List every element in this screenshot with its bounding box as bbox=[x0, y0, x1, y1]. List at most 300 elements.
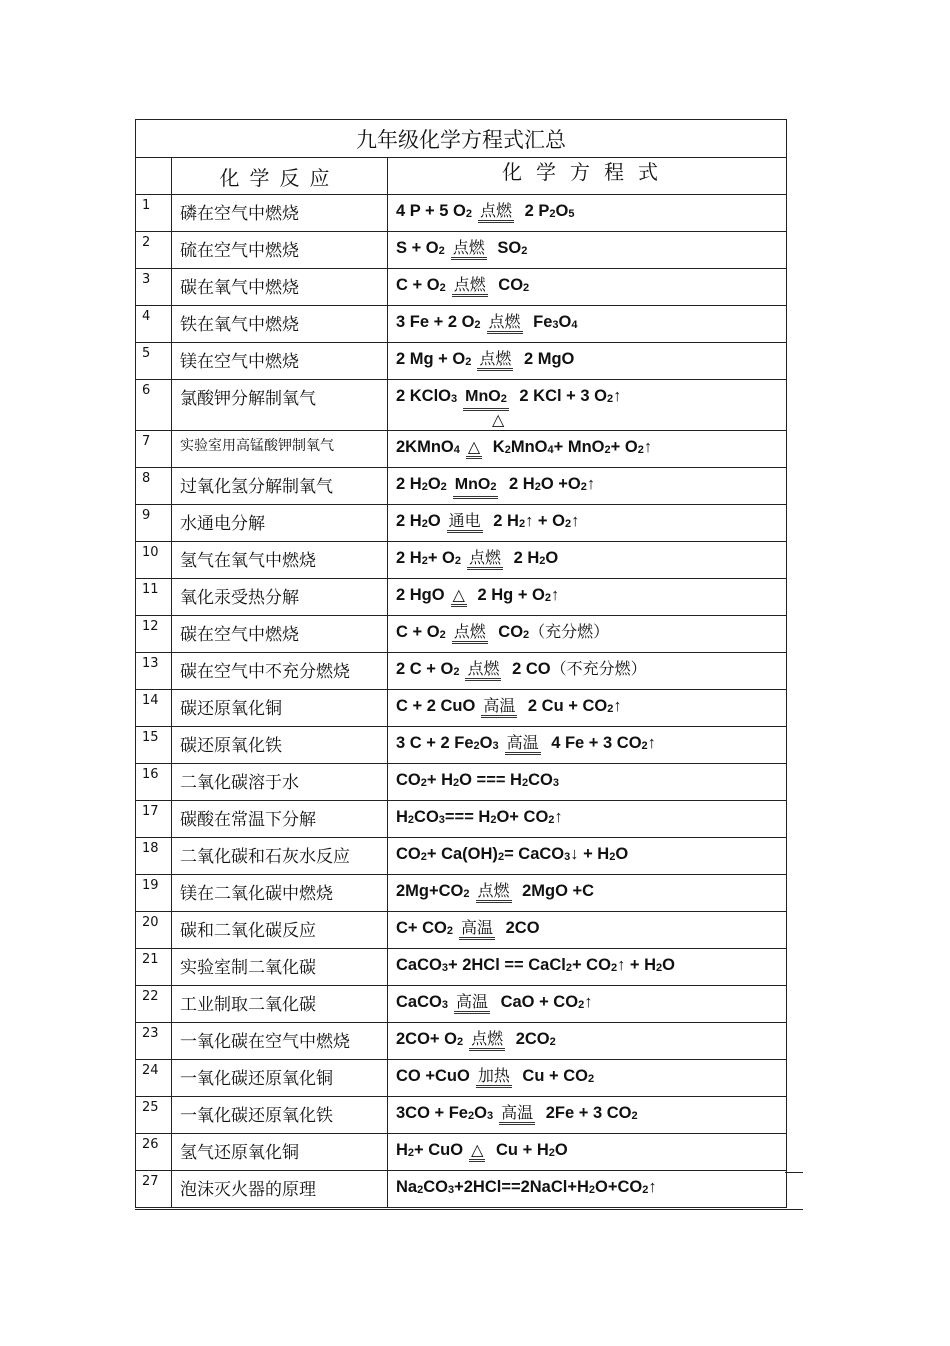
subscript: 2 bbox=[642, 1184, 649, 1196]
row-number: 27 bbox=[136, 1171, 172, 1207]
table-row bbox=[136, 949, 786, 986]
header-index-cell bbox=[136, 158, 172, 194]
subscript: 2 bbox=[420, 777, 427, 789]
reaction-condition bbox=[487, 313, 523, 334]
equation-part: 2 CO bbox=[512, 660, 551, 678]
row-number: 7 bbox=[136, 431, 172, 467]
equation-part: 2 P bbox=[524, 202, 550, 220]
table-row bbox=[136, 912, 786, 949]
reaction-name: 碳酸在常温下分解 bbox=[172, 801, 388, 837]
reaction-condition bbox=[451, 239, 487, 260]
subscript: 2 bbox=[456, 1036, 464, 1048]
row-number: 23 bbox=[136, 1023, 172, 1059]
subscript: 2 bbox=[439, 629, 446, 641]
equation bbox=[388, 579, 786, 615]
row-number: 21 bbox=[136, 949, 172, 985]
equation-part: O bbox=[427, 512, 441, 530]
subscript: 2 bbox=[606, 393, 614, 405]
row-number: 4 bbox=[136, 306, 172, 342]
row-number: 25 bbox=[136, 1097, 172, 1133]
reaction-condition bbox=[466, 438, 482, 459]
condition-text: 点燃 bbox=[488, 312, 521, 331]
subscript: 2 bbox=[453, 777, 460, 789]
equation-part: 2KMnO bbox=[396, 438, 454, 456]
subscript: 2 bbox=[407, 1147, 415, 1159]
subscript: 2 bbox=[490, 814, 497, 826]
equation-part: 2 H bbox=[513, 549, 540, 567]
subscript: 3 bbox=[447, 1184, 455, 1196]
equation bbox=[388, 616, 786, 652]
condition-text: 高温 bbox=[455, 992, 488, 1011]
equation-part: S + O bbox=[396, 239, 439, 257]
condition-text: 高温 bbox=[461, 918, 494, 937]
reaction-condition bbox=[447, 512, 483, 533]
reaction-condition bbox=[499, 1104, 535, 1125]
equation-part: SO bbox=[497, 239, 522, 257]
condition-text: 点燃 bbox=[469, 548, 502, 567]
equation-part: O bbox=[554, 1141, 568, 1159]
subscript: 2 bbox=[521, 245, 528, 257]
reaction-condition bbox=[478, 202, 514, 223]
equation bbox=[388, 468, 786, 504]
reaction-condition bbox=[454, 993, 490, 1014]
reaction-name: 碳在空气中不充分燃烧 bbox=[172, 653, 388, 689]
table-row bbox=[136, 1171, 786, 1208]
reaction-name: 碳还原氧化铁 bbox=[172, 727, 388, 763]
row-number: 10 bbox=[136, 542, 172, 578]
equation-part: MnO bbox=[510, 438, 548, 456]
equation-part: 2 MgO bbox=[523, 350, 575, 368]
equation-part: 2 H bbox=[396, 549, 422, 567]
table-row bbox=[136, 431, 786, 468]
condition-text: 点燃 bbox=[480, 201, 513, 220]
table-row bbox=[136, 727, 786, 764]
subscript: 2 bbox=[446, 925, 454, 937]
table-row bbox=[136, 616, 786, 653]
row-number: 19 bbox=[136, 875, 172, 911]
equation bbox=[388, 949, 786, 985]
equation-note: （充分燃） bbox=[529, 622, 610, 641]
reaction-name: 二氧化碳和石灰水反应 bbox=[172, 838, 388, 874]
table-row bbox=[136, 1060, 786, 1097]
equation bbox=[388, 542, 786, 578]
equation-part: ↑ bbox=[571, 512, 580, 530]
condition-text: 通电 bbox=[448, 511, 481, 530]
subscript: 2 bbox=[421, 555, 428, 567]
reaction-condition bbox=[451, 586, 467, 607]
subscript: 2 bbox=[407, 814, 415, 826]
equation-part: O === H bbox=[459, 771, 522, 789]
reaction-condition bbox=[452, 276, 488, 297]
equation-part: CaCO bbox=[396, 956, 442, 974]
subscript: 2 bbox=[610, 962, 618, 974]
reaction-condition bbox=[469, 1141, 485, 1162]
reaction-name: 氧化汞受热分解 bbox=[172, 579, 388, 615]
equation-part: CO bbox=[498, 276, 524, 294]
row-number: 26 bbox=[136, 1134, 172, 1170]
subscript: 3 bbox=[438, 814, 445, 826]
row-number: 12 bbox=[136, 616, 172, 652]
condition-text: 加热 bbox=[477, 1066, 510, 1085]
heat-condition-icon: △ bbox=[492, 410, 505, 429]
condition-text: 高温 bbox=[501, 1103, 534, 1122]
condition-text: 点燃 bbox=[467, 659, 500, 678]
equation bbox=[388, 232, 786, 268]
equation-part: 2 KCl + 3 O bbox=[519, 387, 607, 405]
equation-summary-table bbox=[135, 119, 787, 1208]
subscript: 2 bbox=[420, 851, 427, 863]
condition-text: △ bbox=[452, 585, 465, 604]
equation-part: 2 Cu + CO bbox=[527, 697, 608, 715]
equation bbox=[388, 764, 786, 800]
equation-part: ↑ bbox=[584, 993, 593, 1011]
equation-part: ↑ bbox=[613, 387, 622, 405]
subscript: 2 bbox=[438, 245, 445, 257]
subscript: 2 bbox=[417, 1184, 424, 1196]
condition-text: 高温 bbox=[483, 696, 516, 715]
subscript: 2 bbox=[463, 888, 470, 900]
subscript: 3 bbox=[492, 740, 499, 752]
equation-part: O bbox=[662, 956, 676, 974]
subscript: 2 bbox=[421, 481, 428, 493]
subscript: 5 bbox=[568, 208, 575, 220]
equation bbox=[388, 505, 786, 541]
equation-part: CO bbox=[528, 771, 553, 789]
condition-text: MnO bbox=[454, 476, 491, 493]
equation-part: Na bbox=[396, 1178, 418, 1196]
table-row bbox=[136, 690, 786, 727]
equation-part: = CaCO bbox=[504, 845, 565, 863]
reaction-name: 一氧化碳还原氧化铜 bbox=[172, 1060, 388, 1096]
row-number: 6 bbox=[136, 380, 172, 430]
subscript: 3 bbox=[451, 393, 458, 405]
subscript: 3 bbox=[552, 777, 559, 789]
subscript: 3 bbox=[486, 1110, 494, 1122]
subscript: 2 bbox=[607, 703, 614, 715]
condition-text: 点燃 bbox=[471, 1029, 504, 1048]
table-body bbox=[136, 195, 786, 1208]
equation-part: K bbox=[492, 438, 505, 456]
table-title: 九年级化学方程式汇总 bbox=[136, 120, 786, 158]
equation-part: CaO + CO bbox=[500, 993, 579, 1011]
condition-text: 点燃 bbox=[479, 349, 512, 368]
row-number: 14 bbox=[136, 690, 172, 726]
reaction-condition bbox=[469, 1030, 505, 1051]
table-row bbox=[136, 1134, 786, 1171]
table-row bbox=[136, 1023, 786, 1060]
equation bbox=[388, 269, 786, 305]
subscript: 2 bbox=[539, 555, 546, 567]
equation-part: 3 C + 2 Fe bbox=[396, 734, 474, 752]
equation-part: ↑ bbox=[554, 808, 563, 826]
equation-part: + O bbox=[610, 438, 638, 456]
table-row bbox=[136, 380, 786, 431]
subscript: 2 bbox=[473, 740, 480, 752]
equation-part: ↑ bbox=[551, 586, 560, 604]
equation-part: O bbox=[479, 734, 493, 752]
reaction-name: 磷在空气中燃烧 bbox=[172, 195, 388, 231]
row-number: 8 bbox=[136, 468, 172, 504]
reaction-condition bbox=[459, 919, 495, 940]
subscript: 4 bbox=[547, 444, 554, 456]
equation-part: O bbox=[558, 313, 572, 331]
equation bbox=[388, 875, 786, 911]
reaction-name: 铁在氧气中燃烧 bbox=[172, 306, 388, 342]
equation-part: O bbox=[615, 845, 629, 863]
reaction-condition bbox=[476, 1067, 512, 1088]
row-number: 5 bbox=[136, 343, 172, 379]
reaction-name: 碳在空气中燃烧 bbox=[172, 616, 388, 652]
equation-part: CO bbox=[423, 1178, 448, 1196]
equation-part: O bbox=[555, 202, 569, 220]
reaction-name: 工业制取二氧化碳 bbox=[172, 986, 388, 1022]
reaction-name: 碳和二氧化碳反应 bbox=[172, 912, 388, 948]
reaction-condition bbox=[452, 623, 488, 644]
row-number: 15 bbox=[136, 727, 172, 763]
subscript: 2 bbox=[548, 1147, 555, 1159]
equation-part: 2Mg+CO bbox=[396, 882, 464, 900]
reaction-name: 过氧化氢分解制氧气 bbox=[172, 468, 388, 504]
row-number: 13 bbox=[136, 653, 172, 689]
subscript: 2 bbox=[587, 1073, 595, 1085]
row-number: 16 bbox=[136, 764, 172, 800]
equation-part: 2 H bbox=[509, 475, 535, 493]
table-row bbox=[136, 875, 786, 912]
row-number: 3 bbox=[136, 269, 172, 305]
equation-part: 2CO bbox=[505, 919, 540, 937]
condition-subscript: 2 bbox=[500, 393, 507, 405]
reaction-condition bbox=[463, 388, 509, 411]
row-number: 2 bbox=[136, 232, 172, 268]
condition-text: △ bbox=[467, 437, 481, 456]
equation bbox=[388, 431, 786, 467]
reaction-name: 硫在空气中燃烧 bbox=[172, 232, 388, 268]
equation-part: 2 HgO bbox=[396, 586, 445, 604]
table-row bbox=[136, 505, 786, 542]
reaction-condition bbox=[477, 350, 513, 371]
equation-part: 3CO + Fe bbox=[396, 1104, 468, 1122]
row-number: 20 bbox=[136, 912, 172, 948]
equation-part: + Ca(OH) bbox=[426, 845, 498, 863]
reaction-name: 镁在二氧化碳中燃烧 bbox=[172, 875, 388, 911]
subscript: 2 bbox=[421, 518, 428, 530]
table-row bbox=[136, 306, 786, 343]
reaction-name: 水通电分解 bbox=[172, 505, 388, 541]
equation-part: 2MgO +C bbox=[522, 882, 595, 900]
equation-part: C + 2 CuO bbox=[396, 697, 476, 715]
reaction-name: 一氧化碳还原氧化铁 bbox=[172, 1097, 388, 1133]
equation-part: + MnO bbox=[553, 438, 605, 456]
table-row bbox=[136, 468, 786, 505]
reaction-name: 实验室用高锰酸钾制氧气 bbox=[172, 431, 388, 467]
reaction-name: 氯酸钾分解制氧气 bbox=[172, 380, 388, 430]
subscript: 4 bbox=[453, 444, 460, 456]
condition-text: 点燃 bbox=[453, 622, 486, 641]
equation-part: === H bbox=[444, 808, 491, 826]
subscript: 2 bbox=[454, 555, 461, 567]
table-header-row bbox=[136, 158, 786, 195]
subscript: 2 bbox=[637, 444, 644, 456]
equation-part: Cu + CO bbox=[522, 1067, 588, 1085]
subscript: 4 bbox=[571, 319, 578, 331]
equation bbox=[388, 195, 786, 231]
subscript: 2 bbox=[549, 208, 556, 220]
header-equation: 化学方程式 bbox=[502, 160, 672, 184]
subscript: 2 bbox=[578, 999, 585, 1011]
header-reaction: 化学反应 bbox=[172, 158, 388, 194]
equation-part: 4 Fe + 3 CO bbox=[551, 734, 642, 752]
reaction-name: 泡沫灭火器的原理 bbox=[172, 1171, 388, 1207]
equation-part: ↑ bbox=[648, 1178, 657, 1196]
equation-part: CO bbox=[396, 845, 421, 863]
subscript: 2 bbox=[504, 444, 511, 456]
reaction-name: 氢气还原氧化铜 bbox=[172, 1134, 388, 1170]
reaction-name: 碳还原氧化铜 bbox=[172, 690, 388, 726]
row-number: 1 bbox=[136, 195, 172, 231]
subscript: 2 bbox=[609, 851, 616, 863]
subscript: 2 bbox=[549, 1036, 556, 1048]
equation-part: O bbox=[567, 475, 581, 493]
subscript: 2 bbox=[588, 1184, 596, 1196]
equation bbox=[388, 801, 786, 837]
condition-text: 点燃 bbox=[477, 881, 510, 900]
subscript: 2 bbox=[544, 592, 552, 604]
table-row bbox=[136, 579, 786, 616]
subscript: 2 bbox=[474, 319, 481, 331]
equation bbox=[388, 653, 786, 689]
subscript: 2 bbox=[468, 1110, 475, 1122]
equation-part: ↓ + H bbox=[570, 845, 610, 863]
subscript: 2 bbox=[465, 208, 472, 220]
table-row bbox=[136, 195, 786, 232]
table-row bbox=[136, 764, 786, 801]
table-row bbox=[136, 542, 786, 579]
equation-note: （不充分燃） bbox=[550, 659, 647, 678]
equation bbox=[388, 912, 786, 948]
table-row bbox=[136, 838, 786, 875]
equation-part: 4 P + 5 O bbox=[396, 202, 466, 220]
equation-part: +2HCl==2NaCl+H bbox=[454, 1178, 589, 1196]
condition-text: 点燃 bbox=[453, 275, 486, 294]
equation bbox=[388, 1097, 786, 1133]
row-number: 11 bbox=[136, 579, 172, 615]
equation-part: + CO bbox=[571, 956, 611, 974]
subscript: 2 bbox=[565, 962, 572, 974]
equation-part: ↑ bbox=[586, 475, 596, 493]
equation-part: Cu + H bbox=[496, 1141, 549, 1159]
table-row bbox=[136, 801, 786, 838]
equation-part: + H bbox=[426, 771, 454, 789]
equation-part: ↑ bbox=[613, 697, 622, 715]
subscript: 2 bbox=[523, 282, 530, 294]
row-number: 17 bbox=[136, 801, 172, 837]
subscript: 3 bbox=[564, 851, 571, 863]
equation-part: 3 Fe + 2 O bbox=[396, 313, 475, 331]
equation-part: + CuO bbox=[414, 1141, 464, 1159]
reaction-name: 实验室制二氧化碳 bbox=[172, 949, 388, 985]
subscript: 3 bbox=[441, 962, 448, 974]
subscript: 2 bbox=[656, 962, 663, 974]
equation-part: 2 H bbox=[396, 475, 422, 493]
equation-part: CaCO bbox=[396, 993, 442, 1011]
equation-part: H bbox=[396, 1141, 408, 1159]
equation-part: CO bbox=[498, 623, 524, 641]
reaction-name: 氢气在氧气中燃烧 bbox=[172, 542, 388, 578]
equation-part: O+ CO bbox=[496, 808, 549, 826]
table-row bbox=[136, 1097, 786, 1134]
equation bbox=[388, 727, 786, 763]
equation-part: O bbox=[427, 475, 441, 493]
condition-text: △ bbox=[471, 1140, 484, 1159]
equation-part: ↑ + O bbox=[525, 512, 565, 530]
equation-part: CO bbox=[396, 771, 421, 789]
equation-part: C + O bbox=[396, 276, 440, 294]
subscript: 2 bbox=[521, 777, 529, 789]
equation-part: 2 KClO bbox=[396, 387, 452, 405]
subscript: 2 bbox=[523, 629, 530, 641]
subscript: 2 bbox=[580, 481, 587, 493]
reaction-name: 碳在氧气中燃烧 bbox=[172, 269, 388, 305]
reaction-condition bbox=[476, 882, 512, 903]
equation bbox=[388, 306, 786, 342]
condition-text: MnO bbox=[465, 388, 501, 405]
table-row bbox=[136, 269, 786, 306]
condition-text: 点燃 bbox=[452, 238, 485, 257]
equation bbox=[388, 1134, 786, 1170]
equation-part: ↑ bbox=[643, 438, 653, 456]
equation-part: 2 C + O bbox=[396, 660, 454, 678]
subscript: 2 bbox=[564, 518, 572, 530]
subscript: 2 bbox=[604, 444, 611, 456]
table-edge-stub bbox=[785, 1172, 803, 1173]
subscript: 2 bbox=[518, 518, 526, 530]
equation bbox=[388, 1023, 786, 1059]
equation-part: O+CO bbox=[595, 1178, 643, 1196]
reaction-name: 一氧化碳在空气中燃烧 bbox=[172, 1023, 388, 1059]
equation bbox=[388, 838, 786, 874]
equation-part: O bbox=[474, 1104, 487, 1122]
subscript: 2 bbox=[641, 740, 648, 752]
subscript: 2 bbox=[439, 282, 446, 294]
equation-part: ↑ bbox=[647, 734, 656, 752]
equation bbox=[388, 343, 786, 379]
table-row bbox=[136, 343, 786, 380]
equation-part: O bbox=[545, 549, 559, 567]
equation-part: 2CO bbox=[515, 1030, 550, 1048]
equation-part: + O bbox=[427, 549, 455, 567]
table-bottom-rule bbox=[135, 1209, 803, 1210]
condition-text: 高温 bbox=[506, 733, 539, 752]
row-number: 24 bbox=[136, 1060, 172, 1096]
condition-subscript: 2 bbox=[490, 481, 497, 493]
row-number: 18 bbox=[136, 838, 172, 874]
reaction-name: 镁在空气中燃烧 bbox=[172, 343, 388, 379]
subscript: 3 bbox=[441, 999, 448, 1011]
equation-part: 2CO+ O bbox=[396, 1030, 457, 1048]
equation-part: C + O bbox=[396, 623, 440, 641]
subscript: 2 bbox=[497, 851, 505, 863]
equation-part: 2 H bbox=[493, 512, 519, 530]
equation bbox=[388, 1171, 786, 1207]
table-row bbox=[136, 986, 786, 1023]
subscript: 2 bbox=[440, 481, 447, 493]
equation-part: C+ CO bbox=[396, 919, 447, 937]
row-number: 22 bbox=[136, 986, 172, 1022]
table-row bbox=[136, 653, 786, 690]
reaction-condition bbox=[453, 476, 499, 499]
equation-part: 2 H bbox=[396, 512, 422, 530]
equation-part: 2Fe + 3 CO bbox=[545, 1104, 632, 1122]
